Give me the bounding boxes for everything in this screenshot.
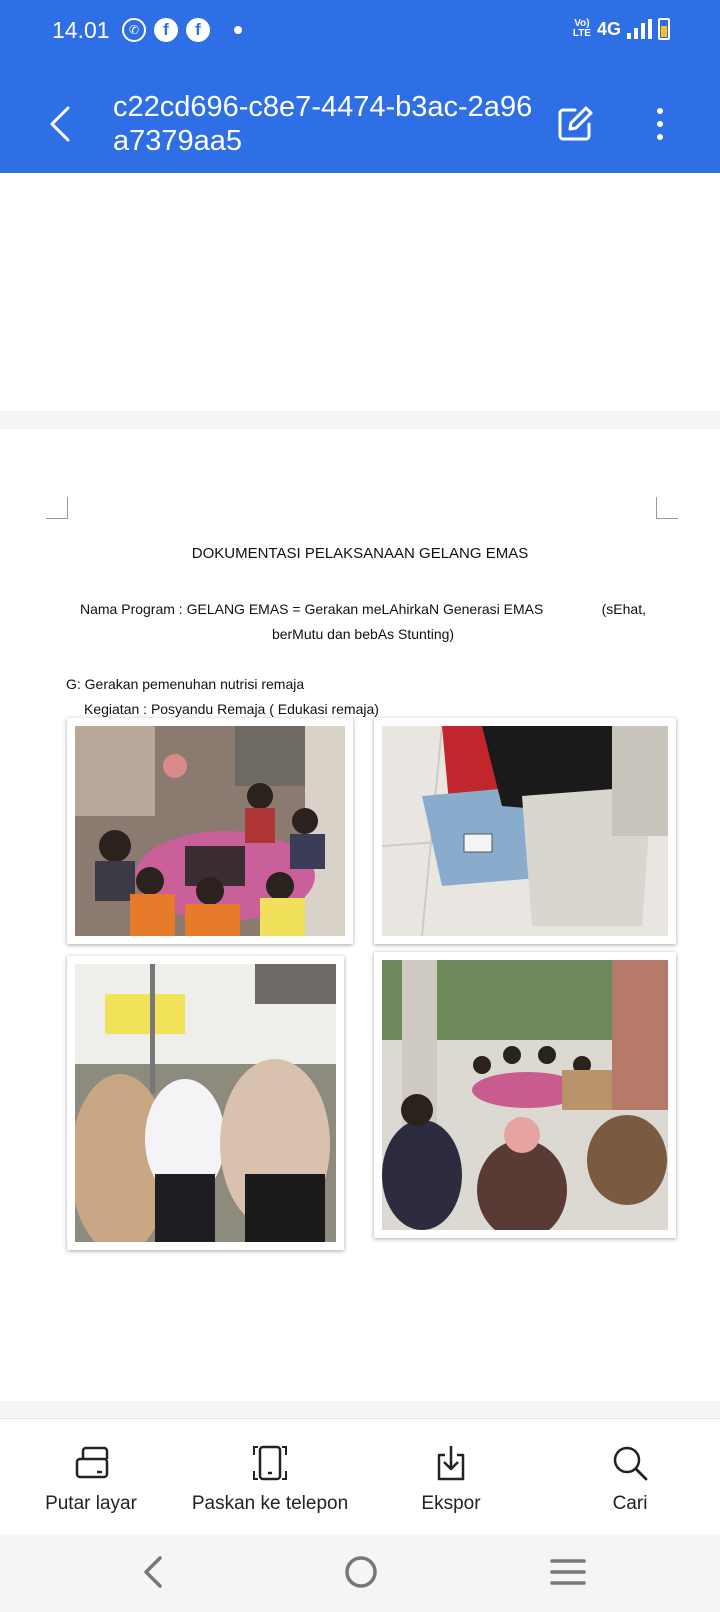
photo-image: [382, 960, 668, 1230]
fit-to-phone-button[interactable]: [186, 1419, 354, 1535]
rotate-screen-button[interactable]: [40, 1419, 142, 1535]
program-description: [80, 597, 646, 647]
status-bar: [0, 0, 720, 60]
battery-icon: [658, 18, 670, 40]
search-button[interactable]: [590, 1419, 670, 1535]
system-icons: [573, 18, 670, 40]
facebook-icon: f: [186, 18, 210, 42]
network-type: 4G: [596, 18, 621, 39]
nav-home-icon[interactable]: [343, 1554, 379, 1590]
photo-image: [75, 726, 345, 936]
photo-image: [382, 726, 668, 936]
notification-icons: [122, 18, 242, 42]
program-line-2: berMutu dan bebAs Stunting): [271, 626, 455, 642]
more-options-icon[interactable]: [648, 106, 672, 142]
whatsapp-icon: ✆: [122, 18, 146, 42]
nav-menu-icon[interactable]: [550, 1556, 586, 1588]
export-button[interactable]: [406, 1419, 496, 1535]
goal-text: G: Gerakan pemenuhan nutrisi remaja: [66, 676, 305, 692]
edit-icon[interactable]: [555, 104, 595, 144]
search-label: Cari: [612, 1493, 648, 1514]
document-page: [0, 429, 720, 1401]
facebook-icon: f: [154, 18, 178, 42]
back-arrow-icon[interactable]: [44, 104, 78, 144]
app-bar: [0, 0, 720, 173]
volte-icon: Vo) LTE: [572, 18, 591, 39]
document-title: c22cd696-c8e7-4474-b3ac-2a96a7379aa5: [113, 91, 533, 157]
activity-description: [66, 672, 379, 722]
photo-children-group: [67, 718, 353, 944]
activity-text: Kegiatan : Posyandu Remaja ( Edukasi remaja): [84, 701, 379, 717]
previous-page: [0, 173, 720, 411]
fit-to-phone-label: Paskan ke telepon: [191, 1493, 349, 1514]
export-icon: [431, 1443, 471, 1483]
rotate-screen-icon: [71, 1443, 111, 1483]
rotate-screen-label: Putar layar: [45, 1493, 137, 1514]
nav-back-icon[interactable]: [138, 1554, 168, 1590]
program-line-1-end: (sEhat,: [601, 601, 646, 617]
more-notifications-dot-icon: [234, 26, 242, 34]
status-time: 14.01: [52, 17, 110, 43]
bottom-toolbar: [0, 1418, 720, 1534]
document-heading: DOKUMENTASI PELAKSANAAN GELANG EMAS: [191, 545, 529, 562]
photo-group-education: [374, 952, 676, 1238]
photo-blood-pressure: [374, 718, 676, 944]
program-line-1: Nama Program : GELANG EMAS = Gerakan meLAhirkaN Generasi EMAS: [80, 601, 544, 617]
photo-image: [75, 964, 336, 1242]
margin-mark: [656, 497, 678, 519]
system-navigation-bar: [0, 1534, 720, 1612]
fit-to-phone-icon: [250, 1443, 290, 1483]
photo-height-measurement: [67, 956, 344, 1250]
margin-mark: [46, 497, 68, 519]
search-icon: [610, 1443, 650, 1483]
export-label: Ekspor: [421, 1493, 481, 1514]
signal-icon: [627, 19, 652, 39]
